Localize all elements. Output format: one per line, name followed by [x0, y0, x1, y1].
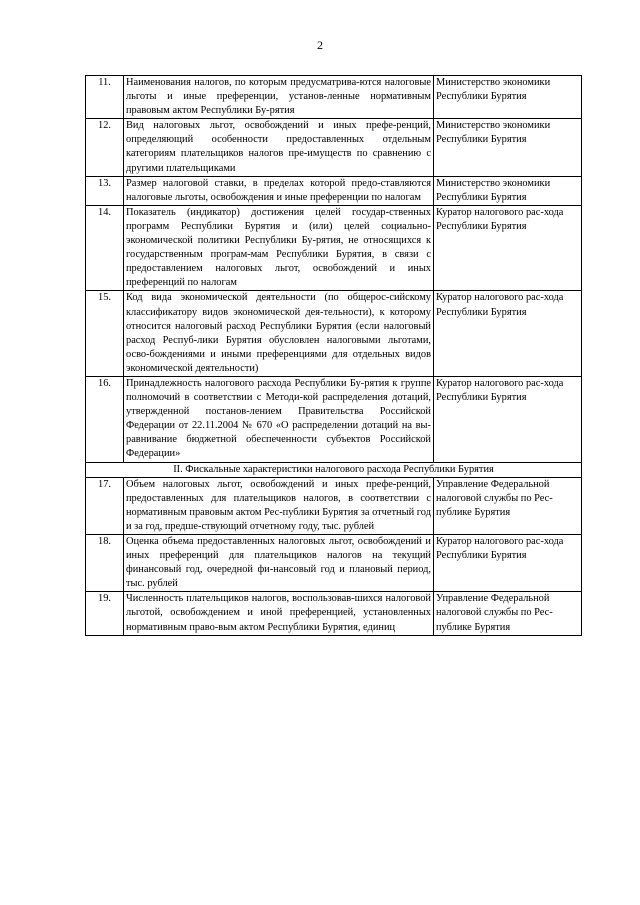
rows-before-section: [86, 76, 582, 463]
row-source: Министерство экономики Республики Бурятия: [434, 119, 582, 176]
section-header: II. Фискальные характеристики налогового расхода Республики Бурятия: [86, 462, 582, 477]
row-number: 18.: [86, 535, 124, 592]
row-description: Численность плательщиков налогов, воспользовав-шихся налоговой льготой, освобождением и иной преференцией, установленных нормативным право-вым актом Республики Бурятия, единиц: [124, 592, 434, 635]
row-number: 15.: [86, 291, 124, 377]
table-row: [86, 76, 582, 119]
table-row: [86, 119, 582, 176]
row-description: Оценка объема предоставленных налоговых льгот, освобождений и иных преференций для плательщиков налогов на текущий финансовый год, очередной фи-нансовый год и плановый период, тыс. рублей: [124, 535, 434, 592]
indicators-table: [85, 75, 582, 636]
row-number: 17.: [86, 477, 124, 534]
row-source: Министерство экономики Республики Бурятия: [434, 76, 582, 119]
table-row: [86, 205, 582, 291]
table-row: [86, 376, 582, 462]
row-source: Куратор налогового рас-хода Республики Бурятия: [434, 535, 582, 592]
row-description: Код вида экономической деятельности (по общерос-сийскому классификатору видов экономической дея-тельности), к которому относится налоговый расход Республики Бурятия (если налоговый расход Респуб-лики Бурятия обусловлен налоговыми льготами, осво-бождениями и иными преференциями для отдельных видов экономической деятельности): [124, 291, 434, 377]
row-source: Куратор налогового рас-хода Республики Бурятия: [434, 376, 582, 462]
table-row: [86, 592, 582, 635]
row-number: 13.: [86, 176, 124, 205]
rows-after-section: [86, 477, 582, 635]
section-header-group: [86, 462, 582, 477]
row-source: Управление Федеральной налоговой службы по Рес-публике Бурятия: [434, 477, 582, 534]
row-number: 14.: [86, 205, 124, 291]
row-number: 12.: [86, 119, 124, 176]
row-source: Куратор налогового рас-хода Республики Бурятия: [434, 205, 582, 291]
table-row: [86, 176, 582, 205]
row-number: 19.: [86, 592, 124, 635]
row-source: Министерство экономики Республики Бурятия: [434, 176, 582, 205]
row-description: Объем налоговых льгот, освобождений и иных префе-ренций, предоставленных для плательщиков налогов, в соответствии с нормативным правовым актом Рес-публики Бурятия за отчетный год и за год, предше-ствующий отчетному году, тыс. рублей: [124, 477, 434, 534]
row-description: Наименования налогов, по которым предусматрива-ются налоговые льготы и иные преференции, установ-ленные нормативным правовым актом Республики Бу-рятия: [124, 76, 434, 119]
row-description: Размер налоговой ставки, в пределах которой предо-ставляются налоговые льготы, освобождения и иные преференции по налогам: [124, 176, 434, 205]
page-number: 2: [317, 38, 323, 52]
table-row: [86, 535, 582, 592]
row-source: Управление Федеральной налоговой службы по Рес-публике Бурятия: [434, 592, 582, 635]
row-number: 11.: [86, 76, 124, 119]
section-header-row: [86, 462, 582, 477]
row-description: Показатель (индикатор) достижения целей государ-ственных программ Республики Бурятия и (или) целей социально-экономической политики Республики Бу-рятия, не относящихся к государственным програм-мам Республики Бурятия, в связи с предоставлением налоговых льгот, освобождений и иных преференций по налогам: [124, 205, 434, 291]
row-source: Куратор налогового рас-хода Республики Бурятия: [434, 291, 582, 377]
table-row: [86, 477, 582, 534]
row-description: Вид налоговых льгот, освобождений и иных префе-ренций, определяющий особенности предоставленных отдельным категориям плательщиков налогов пре-имуществ по сравнению с другими плательщиками: [124, 119, 434, 176]
row-description: Принадлежность налогового расхода Республики Бу-рятия к группе полномочий в соответствии с Методи-кой распределения дотаций, утвержденной постанов-лением Правительства Российской Федерации от 22.11.2004 № 670 «О распределении дотаций на вы-равнивание бюджетной обеспеченности субъектов Российской Федерации»: [124, 376, 434, 462]
table-row: [86, 291, 582, 377]
row-number: 16.: [86, 376, 124, 462]
